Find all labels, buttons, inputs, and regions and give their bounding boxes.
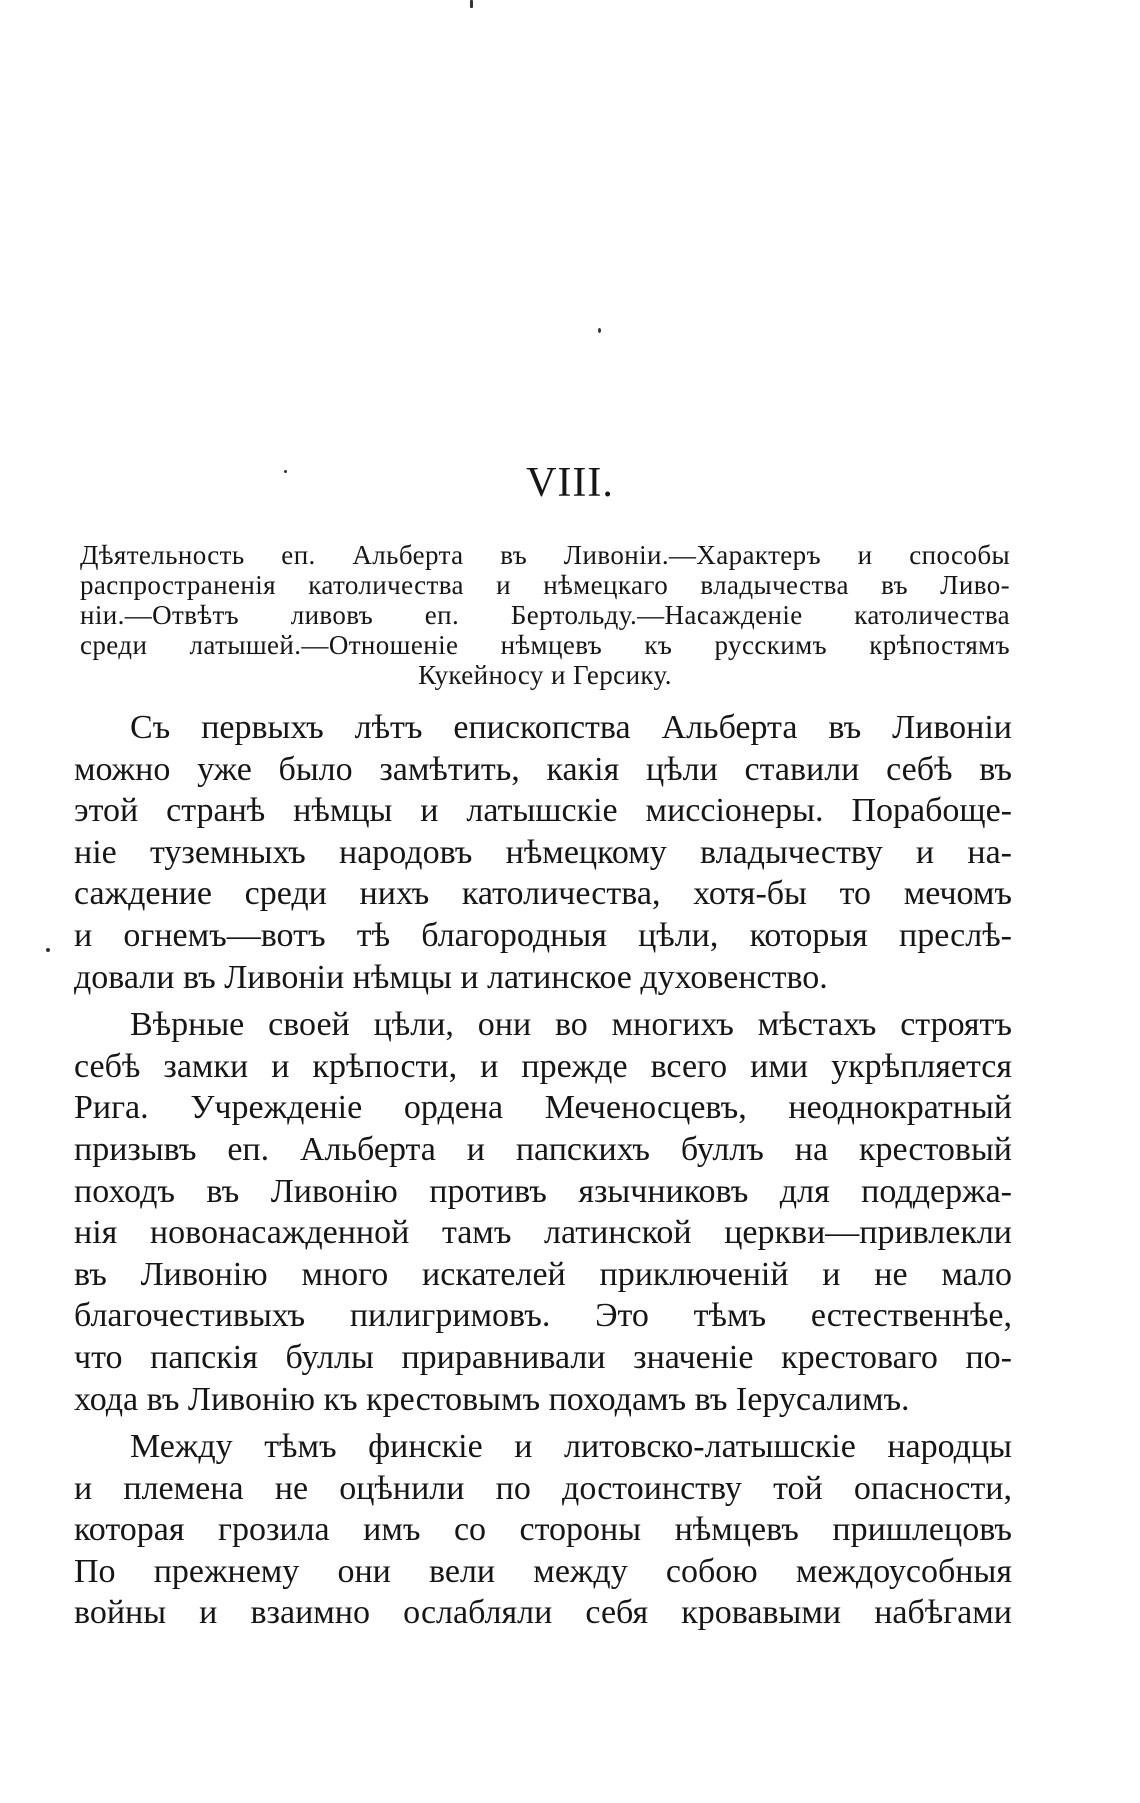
text-line: довали въ Ливоніи нѣмцы и латинское духовенство.	[74, 958, 828, 996]
text-line: По прежнему они вели между собою междоусобныя	[74, 1552, 1012, 1590]
chapter-summary	[80, 540, 1010, 690]
paragraph	[74, 1004, 1012, 1420]
text-line: Съ первыхъ лѣтъ епископства Альберта въ Ливоніи	[130, 709, 1012, 746]
summary-line: Кукейносу и Герсику.	[418, 660, 672, 690]
text-line: и огнемъ—вотъ тѣ благородныя цѣли, которыя преслѣ-	[74, 916, 1012, 954]
text-line: походъ въ Ливонію противъ язычниковъ для поддержа-	[74, 1172, 1012, 1210]
text-line: нія новонасажденной тамъ латинской церкви—привлекли	[74, 1214, 1012, 1252]
text-line: хода въ Ливонію къ крестовымъ походамъ въ Іерусалимъ.	[74, 1380, 910, 1418]
text-line: которая грозила имъ со стороны нѣмцевъ пришлецовъ	[74, 1511, 1012, 1549]
text-line: себѣ замки и крѣпости, и прежде всего ими укрѣпляется	[74, 1047, 1012, 1085]
summary-line: распространенія католичества и нѣмецкаго владычества въ Ливо-	[80, 570, 1010, 600]
speck	[598, 328, 601, 333]
text-line: Между тѣмъ финскіе и литовско-латышскіе народцы	[130, 1428, 1012, 1466]
text-line: войны и взаимно ослабляли себя кровавыми набѣгами	[74, 1594, 1012, 1632]
speck	[470, 0, 473, 8]
body-text	[74, 707, 1012, 1634]
text-line: что папскія буллы приравнивали значеніе крестоваго по-	[74, 1338, 1012, 1376]
text-line: благочестивыхъ пилигримовъ. Это тѣмъ естественнѣе,	[74, 1297, 1012, 1335]
summary-line: ніи.—Отвѣтъ ливовъ еп. Бертольду.—Насажденіе католичества	[80, 600, 1010, 630]
text-line: и племена не оцѣнили по достоинству той опасности,	[74, 1469, 1012, 1507]
text-line: этой странѣ нѣмцы и латышскіе миссіонеры. Порабоще-	[74, 792, 1012, 830]
text-line: въ Ливонію много искателей приключеній и не мало	[74, 1255, 1012, 1293]
summary-line: среди латышей.—Отношеніе нѣмцевъ къ русскимъ крѣпостямъ	[80, 630, 1010, 660]
text-line: можно уже было замѣтить, какія цѣли ставили себѣ въ	[74, 750, 1012, 788]
speck	[46, 948, 50, 952]
paragraph	[74, 707, 1012, 998]
text-line: саждение среди нихъ католичества, хотя-бы то мечомъ	[74, 875, 1012, 913]
text-line: Рига. Учрежденіе ордена Меченосцевъ, неоднократный	[74, 1089, 1012, 1127]
summary-line: Дѣятельность еп. Альберта въ Ливоніи.—Характеръ и способы	[80, 540, 1010, 570]
chapter-number: VIII.	[526, 460, 614, 506]
text-line: призывъ еп. Альберта и папскихъ буллъ на крестовый	[74, 1130, 1012, 1168]
paragraph	[74, 1426, 1012, 1634]
text-line: Вѣрные своей цѣли, они во многихъ мѣстахъ строятъ	[130, 1006, 1012, 1044]
text-line: ніе туземныхъ народовъ нѣмецкому владычеству и на-	[74, 833, 1012, 871]
